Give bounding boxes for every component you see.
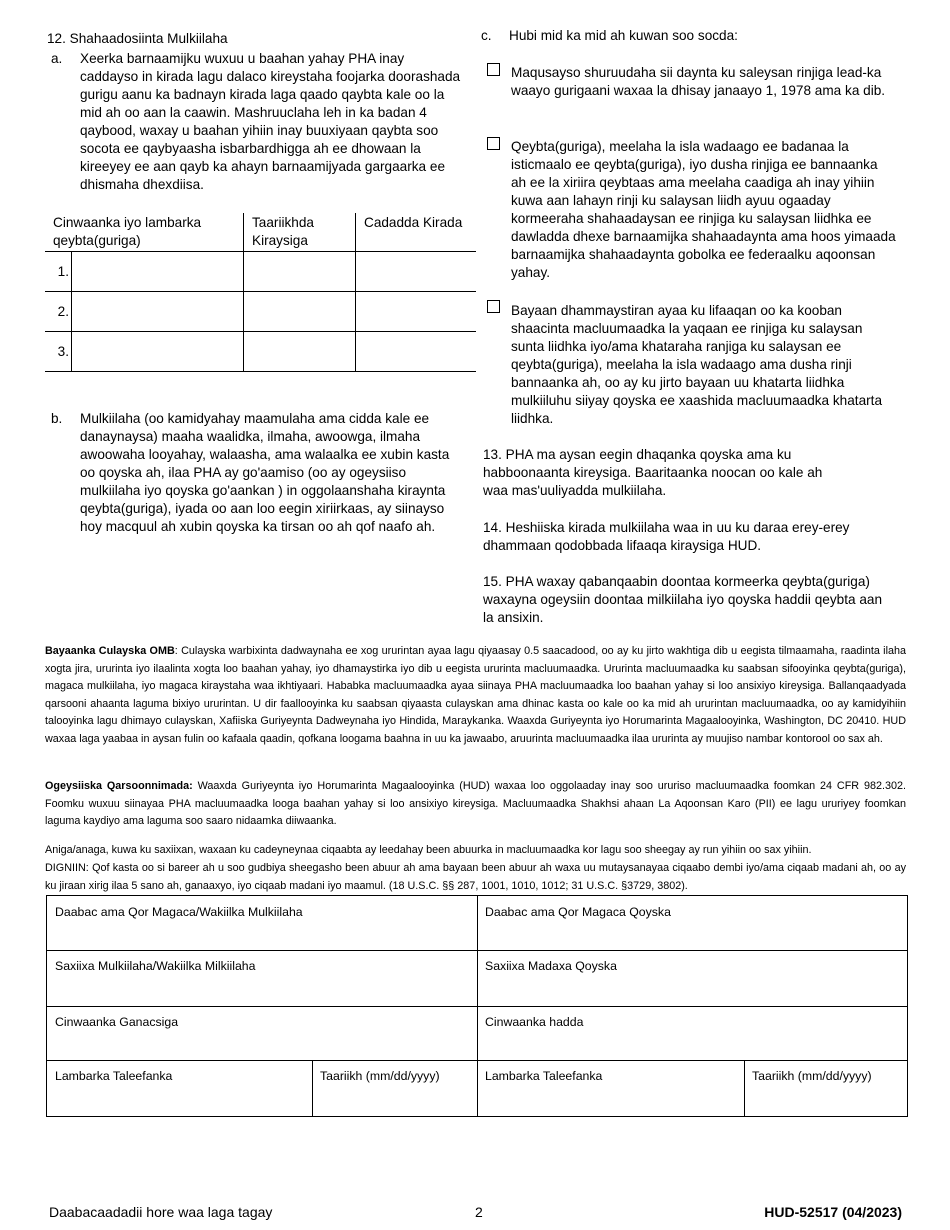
family-name-field[interactable] [477, 896, 907, 950]
section-14: 14. Heshiiska kirada mulkiilaha waa in uu ku daraa erey-erey dhammaan qodobbada lifaaqa kiraysiga HUD. [483, 520, 850, 553]
privacy-text: Waaxda Guriyeynta iyo Horumarinta Magaalooyinka (HUD) waxaa loo oggolaaday inay soo ururiso macluumaadka foomkan 24 CFR 982.302. Foomku wuxuu siinayaa PHA macluumaadka looga baahan yahay si loo ansixiyo kireysiga. Macluumaadka Shakhsi ahaan La Aqoonsan Karo (PII) ee lagu ururiyey foomkan laguma kaydiyo ama laguma soo saaro nidaamka diiwaanka. [45, 780, 906, 827]
omb-label: Bayaanka Culayska OMB [45, 645, 175, 657]
option-disclosure: Bayaan dhammaystiran ayaa ku lifaaqan oo ka kooban shaacinta macluumaadka la yaqaan ee rinjiga ku salaysan sunta liidhka iyo/ama khataraha ranjiga ku salaysan ee qeybta(guriga), meelaha la isla wadaago ama dusha rinji bannaanka ah, oo ay ku jirto bayaan uu khatarta liidhka mulkiiluhu siiyay qoyska ee xaashida macluumaadka khatarta liidhka. [511, 303, 883, 426]
table-row [45, 252, 476, 292]
owner-date-label: Taariikh (mm/dd/yyyy) [320, 1069, 440, 1083]
col-header-rent: Cadadda Kirada [356, 213, 477, 252]
page-number: 2 [475, 1204, 483, 1220]
item-c-marker: c. [481, 28, 492, 43]
table-row [45, 332, 476, 372]
form-number: HUD-52517 (04/2023) [764, 1204, 902, 1220]
rent-cell[interactable] [356, 332, 477, 372]
owner-name-field[interactable] [47, 896, 477, 950]
item-a-marker: a. [51, 51, 63, 66]
disclosure-checkbox[interactable] [487, 300, 500, 313]
item-a-text: Xeerka barnaamijku wuxuu u baahan yahay PHA inay caddayso in kirada lagu dalaco kireystaha foojarka doorashada gurigu aanu ka badnayn kirada laga qaado qaybta kale oo la mid ah oo aan la caawin. Mashruuclaha leh in ka badan 4 qaybood, waxay u baahan yihiin inay buuxiyaan qaybta soo socota ee qaybyaasha isbarbardhigga ah ee dhowaan la kireeyey ee aan qayb ka ahayn barnaamijyada gargaarka ee dhismaha dhexdiisa. [80, 51, 461, 192]
section-15: 15. PHA waxay qabanqaabin doontaa kormeerka qeybta(guriga) waxayna ogeysiin doontaa milkiilaha iyo qoyska haddii qeybta aan la ansixin. [483, 574, 883, 625]
section-13: 13. PHA ma aysan eegin dhaqanka qoyska ama ku habboonaanta kireysiga. Baaritaanka noocan oo kale ah waa mas'uuliyadda mulkiilaha. [483, 447, 823, 498]
privacy-notice [45, 778, 906, 831]
section-12-title: 12. Shahaadosiinta Mulkiilaha [47, 31, 228, 46]
lead-free-checkbox[interactable] [487, 137, 500, 150]
footer-previous-editions: Daabacaadadii hore waa laga tagay [49, 1204, 273, 1220]
family-phone-label: Lambarka Taleefanka [485, 1069, 603, 1083]
warning-statement: DIGNIIN: Qof kasta oo si bareer ah u soo gudbiya sheegasho been abuur ah ama bayaan been abuur ah waxa uu mutaysanayaa ciqaabo dembi iyo/ama ciqaab madani ah, oo ay ku jiraan xirig ilaa 5 sano ah, ganaaxyo, iyo ciqaab madani iyo maamul. (18 U.S.C. §§ 287, 1001, 1010, 1012; 31 U.S.C. §3729, 3802). [45, 862, 906, 892]
option-lead-exempt: Maqusayso shuruudaha sii daynta ku saleysan rinjiga lead-ka waayo gurigaani waxaa la dhisay janaayo 1, 1978 ama ka dib. [511, 65, 886, 98]
rent-cell[interactable] [356, 292, 477, 332]
omb-text: : Culayska warbixinta dadwaynaha ee xog ururintan ayaa lagu qiyaasay 0.5 saacadood, oo ay ku jirto wakhtiga dib u eegista tilmaamaha, raadinta ilaha xogta jira, ururinta iyo ilaalinta xogta loo baahan yahay, iyo dhamaystirka iyo dib u eegista ururinta macluumaadka. Ururinta macluumaadka ku saabsan sifooyinka qeybta(guriga), magaca mulkiilaha, iyo magaca kiraystaha waa ikhtiyaari. Hababka macluumaadka ayaa siinaya PHA macluumaadka loo baahan yahay si loo ansixiyo kireysiga. Ballanqaadyada qarsooni ahaanta laguma bixiyo ururintan. U dir faallooyinka ku saabsan qiyaasta culayskan ama dhinac kasta oo kale oo ka mid ah ururintan macluumaadka, oo ay kamidyihiin talooyinka lagu dhimayo culayskan, Xafiiska Guriyeynta Dadweynaha iyo Hindida, Maraykanka. Waaxda Guriyeynta iyo Horumarinta Magaalooyinka, Washington, DC 20410. HUD waxaa laga yaabaa in aysan fulin oo kafaala qaadin, qofkana loogama baahna in uu ka jawaabo, aruurinta macluumaadka ilaa ururinta ay muujiso nambar kontorool oo sax ah. [45, 645, 906, 745]
signature-grid [46, 895, 908, 1117]
table-row [45, 292, 476, 332]
rent-cell[interactable] [356, 252, 477, 292]
owner-date-field[interactable] [312, 1060, 477, 1116]
option-lead-free: Qeybta(guriga), meelaha la isla wadaago ee badanaa la isticmaalo ee qeybta(guriga), iyo dusha rinjiga ee bannaanka ah ee la xiriira qeybtaas ama meelaha caadiga ah inay yihiin kuwa aan lahayn rinji ku salaysan liidh ayuu ogaaday kormeeraha shahaadaysan ee rinjiga ku salaysan liidhka ee dawladda dhexe barnaamijka shahaadaynta ama hoos yimaada barnaamijka shahaadaynta gobolka ee federaalku aqoonsan yahay. [511, 139, 896, 280]
family-date-label: Taariikh (mm/dd/yyyy) [752, 1069, 872, 1083]
item-b-marker: b. [51, 411, 63, 426]
business-address-field[interactable] [47, 1006, 477, 1060]
date-cell[interactable] [244, 292, 356, 332]
item-c-intro: Hubi mid ka mid ah kuwan soo socda: [509, 28, 738, 43]
certification-statement: Aniga/anaga, kuwa ku saxiixan, waxaan ku cadeyneynaa ciqaabta ay leedahay been abuurka in macluumaadka kor lagu soo sheegay ay run yihiin oo sax yihiin. [45, 844, 812, 856]
owner-name-label: Daabac ama Qor Magaca/Wakiilka Mulkiilaha [55, 905, 303, 919]
owner-signature-label: Saxiixa Mulkiilaha/Wakiilka Milkiilaha [55, 959, 256, 973]
row-number: 2. [45, 292, 72, 332]
owner-phone-label: Lambarka Taleefanka [55, 1069, 173, 1083]
row-number: 1. [45, 252, 72, 292]
owner-signature-field[interactable] [47, 950, 477, 1006]
business-address-label: Cinwaanka Ganacsiga [55, 1015, 179, 1029]
item-b-text: Mulkiilaha (oo kamidyahay maamulaha ama cidda kale ee danaynaysa) maaha waalidka, ilmaha, awoowga, ilmaha awoowaha looyahay, walaasha, ama walaalka ee xubin kasta oo qoyska ah, ilaa PHA ay go'aamiso (oo ay ogeysiiso mulkiilaha iyo qoyska go'aankan ) in oggolaanshaha kiraynta qeybta(guriga), iyada oo aan loo eegin xiriirkaas, ay siinayso hoy macquul ah xubin qoyska ka tirsan oo ah qof naafo ah. [80, 411, 450, 534]
address-cell[interactable] [72, 292, 244, 332]
address-cell[interactable] [72, 332, 244, 372]
family-date-field[interactable] [744, 1060, 907, 1116]
col-header-address: Cinwaanka iyo lambarka qeybta(guriga) [45, 213, 244, 252]
row-number: 3. [45, 332, 72, 372]
omb-burden-statement [45, 643, 906, 748]
present-address-field[interactable] [477, 1006, 907, 1060]
lead-exempt-checkbox[interactable] [487, 63, 500, 76]
present-address-label: Cinwaanka hadda [485, 1015, 584, 1029]
family-phone-field[interactable] [477, 1060, 744, 1116]
date-cell[interactable] [244, 252, 356, 292]
privacy-label: Ogeysiiska Qarsoonnimada: [45, 780, 193, 792]
family-name-label: Daabac ama Qor Magaca Qoyska [485, 905, 671, 919]
head-signature-label: Saxiixa Madaxa Qoyska [485, 959, 617, 973]
comparable-units-table [45, 213, 476, 372]
col-header-date: Taariikhda Kiraysiga [244, 213, 356, 252]
address-cell[interactable] [72, 252, 244, 292]
owner-phone-field[interactable] [47, 1060, 312, 1116]
date-cell[interactable] [244, 332, 356, 372]
head-signature-field[interactable] [477, 950, 907, 1006]
